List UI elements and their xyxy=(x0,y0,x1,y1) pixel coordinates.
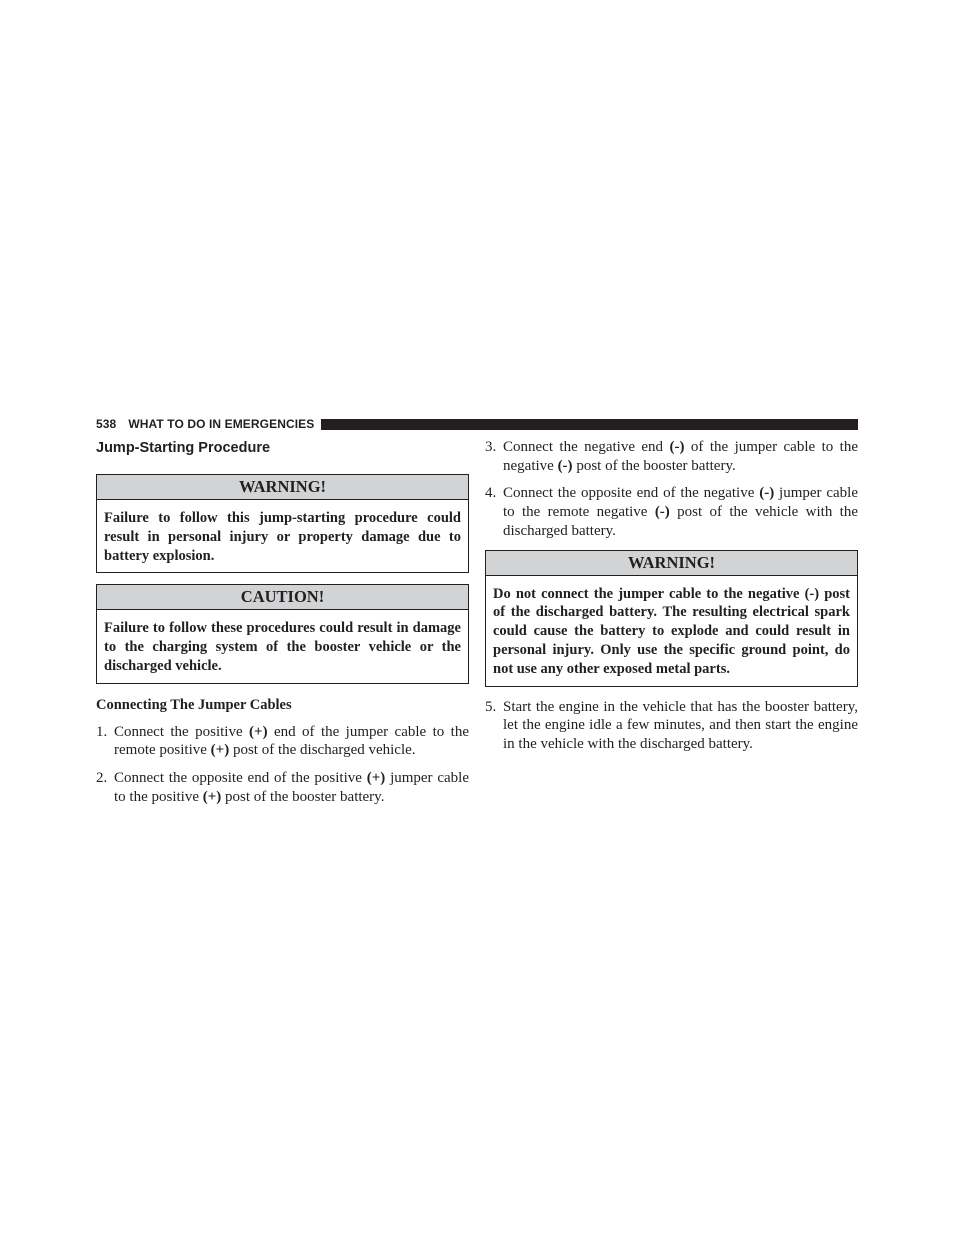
step-text xyxy=(114,769,469,806)
step-text-part: Connect the opposite end of the negative xyxy=(503,485,760,502)
step-text-part: post of the discharged vehicle. xyxy=(229,742,416,759)
warning-heading: WARNING! xyxy=(486,551,857,576)
caution-heading: CAUTION! xyxy=(97,585,468,610)
step-text xyxy=(503,484,858,540)
caution-text: Failure to follow these procedures could result in damage to the charging system of the booster vehicle or the discharged vehicle. xyxy=(104,620,461,674)
step-number: 1. xyxy=(96,723,108,740)
polarity-symbol: (+) xyxy=(249,723,268,740)
list-item xyxy=(485,484,858,540)
step-number: 4. xyxy=(485,485,497,502)
list-item xyxy=(485,698,858,754)
step-text-part: of the jumper cable to the negative xyxy=(503,439,859,474)
page-header xyxy=(96,417,858,431)
list-item xyxy=(485,438,858,475)
step-text-part: post of the booster battery. xyxy=(572,457,736,474)
list-item xyxy=(96,769,469,806)
step-text: Start the engine in the vehicle that has the booster battery, let the engine idle a few minutes, and then start the engine in the vehicle with the discharged battery. xyxy=(503,698,858,752)
step-number: 3. xyxy=(485,439,497,455)
step-text xyxy=(114,723,469,760)
steps-list xyxy=(485,698,858,754)
list-item xyxy=(96,723,469,760)
step-text-part: jumper cable to the positive xyxy=(114,770,469,805)
step-text xyxy=(503,438,858,475)
warning-box xyxy=(96,474,469,573)
warning-text: Do not connect the jumper cable to the negative (-) post of the discharged battery. The resulting electrical spark could cause the battery to explode and could result in personal injury. Only use the specific ground point, do not use any other exposed metal parts. xyxy=(493,585,850,677)
step-number: 2. xyxy=(96,770,108,787)
step-text-part: Connect the negative end xyxy=(503,439,670,455)
warning-heading: WARNING! xyxy=(97,475,468,500)
step-number: 5. xyxy=(485,698,497,715)
section-title: WHAT TO DO IN EMERGENCIES xyxy=(128,417,315,431)
polarity-symbol: (-) xyxy=(759,485,775,502)
step-text-part: jumper cable to the remote negative xyxy=(503,485,858,521)
steps-list xyxy=(485,438,858,541)
subheading: Connecting The Jumper Cables xyxy=(96,696,292,713)
polarity-symbol: (-) xyxy=(654,504,670,521)
step-text-part: Connect the opposite end of the positive xyxy=(114,770,367,787)
step-text-part: end of the jumper cable to the remote positive xyxy=(114,723,469,759)
header-rule xyxy=(321,419,858,430)
caution-box xyxy=(96,584,469,683)
polarity-symbol: (+) xyxy=(210,742,230,759)
page-number: 538 xyxy=(96,417,117,431)
left-column xyxy=(96,438,469,816)
right-column xyxy=(485,438,858,763)
warning-box xyxy=(485,550,858,687)
step-text-part: Connect the positive xyxy=(114,723,250,740)
procedure-title: Jump-Starting Procedure xyxy=(96,440,271,456)
step-text-part: post of the booster battery. xyxy=(221,788,385,805)
warning-text: Failure to follow this jump-starting procedure could result in personal injury or property damage due to battery explosion. xyxy=(104,510,461,564)
polarity-symbol: (+) xyxy=(366,770,386,787)
polarity-symbol: (-) xyxy=(669,439,685,455)
steps-list xyxy=(96,723,469,807)
step-text-part: post of the vehicle with the discharged battery. xyxy=(503,504,858,539)
polarity-symbol: (-) xyxy=(557,457,573,474)
polarity-symbol: (+) xyxy=(202,788,222,805)
